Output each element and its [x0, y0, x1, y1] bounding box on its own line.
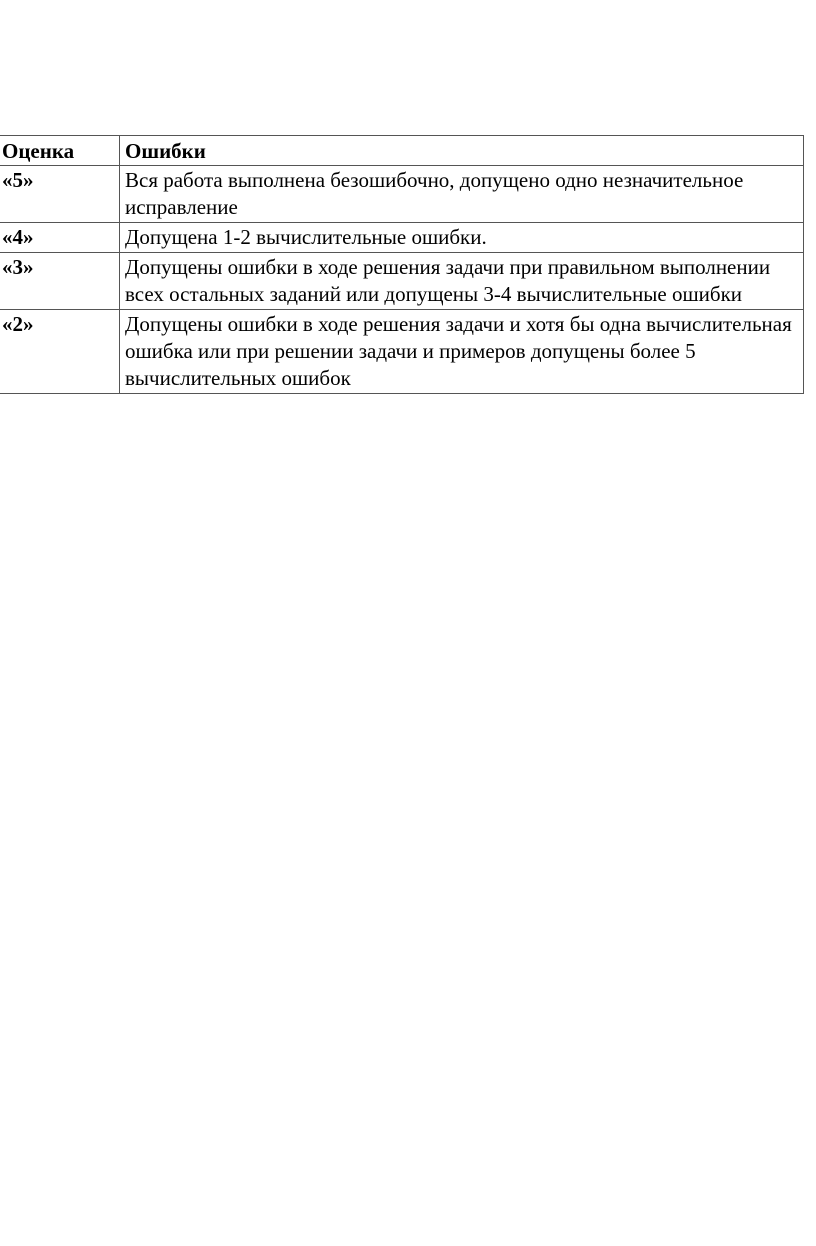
table-row — [0, 310, 804, 394]
table-header-row — [0, 136, 804, 166]
grade-cell: «3» — [0, 253, 120, 310]
table-row — [0, 253, 804, 310]
errors-description-cell: Допущена 1-2 вычислительные ошибки. — [120, 223, 804, 253]
grading-criteria-table — [0, 135, 804, 394]
grade-cell: «5» — [0, 166, 120, 223]
grade-column-header: Оценка — [0, 136, 120, 166]
grade-cell: «4» — [0, 223, 120, 253]
grade-cell: «2» — [0, 310, 120, 394]
errors-column-header: Ошибки — [120, 136, 804, 166]
table-row — [0, 166, 804, 223]
errors-description-cell: Допущены ошибки в ходе решения задачи при правильном выполнении всех остальных заданий или допущены 3-4 вычислительные ошибки — [120, 253, 804, 310]
errors-description-cell: Допущены ошибки в ходе решения задачи и хотя бы одна вычислительная ошибка или при решении задачи и примеров допущены более 5 вычислительных ошибок — [120, 310, 804, 394]
table-row — [0, 223, 804, 253]
errors-description-cell: Вся работа выполнена безошибочно, допущено одно незначительное исправление — [120, 166, 804, 223]
